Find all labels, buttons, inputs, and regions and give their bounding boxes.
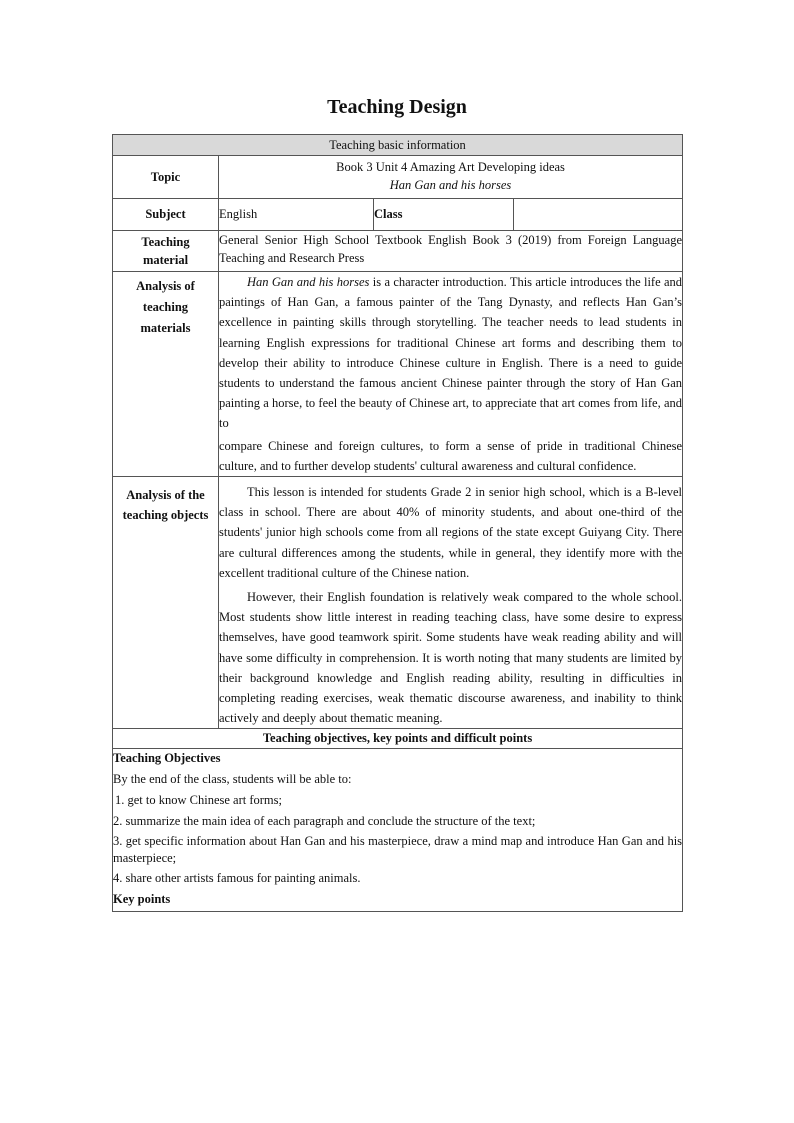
teaching-design-table: [112, 134, 683, 912]
analysis-materials-paragraph-1: Han Gan and his horses is a character introduction. This article introduces the life and paintings of Han Gan, a famous painter of the Tang Dynasty, and reflects Han Gan’s excellence in painting skills through storytelling. The teacher needs to lead students in learning English expressions for traditional Chinese art forms and describing them to develop their ability to introduce Chinese culture in English. There is a need to guide students to understand the famous ancient Chinese painter through the story of Han Gan painting a horse, to feel the beauty of Chinese art, to appreciate that art comes from life, and to: [219, 275, 683, 431]
objectives-row: [113, 749, 683, 912]
objective-item-1: 1. get to know Chinese art forms;: [115, 793, 282, 808]
subject-label: Subject: [113, 199, 219, 231]
basic-info-header-row: [113, 135, 683, 156]
topic-value: [219, 156, 683, 199]
analysis-objects-paragraph-2: However, their English foundation is relatively weak compared to the whole school. Most students show little interest in reading teaching class, have some desire to express themselves, have good teamwork spirit. Some students have weak reading ability and will have some difficulty in comprehension. It is worth noting that many students are limited by their background knowledge and English reading ability, resulting in difficulties in completing reading exercises, weak thematic discourse awareness, and inability to think actively and deeply about thematic meaning.: [219, 590, 683, 726]
analysis-objects-text: [219, 477, 683, 729]
subject-row: [113, 199, 683, 231]
analysis-materials-paragraph-2: compare Chinese and foreign cultures, to form a sense of pride in traditional Chinese culture, and to further develop students' cultural awareness and cultural confidence.: [219, 438, 683, 473]
material-value: General Senior High School Textbook English Book 3 (2019) from Foreign Language Teaching and Research Press: [219, 231, 683, 272]
topic-label: Topic: [113, 156, 219, 199]
objective-item-3: 3. get specific information about Han Gan and his masterpiece, draw a mind map and introduce Han Gan and his masterpiece;: [113, 834, 683, 866]
objectives-content: [113, 749, 683, 912]
class-value: [514, 199, 683, 231]
page-title: Teaching Design: [327, 96, 467, 118]
topic-line-2: Han Gan and his horses: [389, 178, 512, 192]
analysis-objects-label: Analysis of the teaching objects: [113, 477, 219, 729]
subject-value: English: [219, 199, 374, 231]
basic-info-header: Teaching basic information: [113, 135, 683, 156]
topic-line-1: Book 3 Unit 4 Amazing Art Developing ideas: [336, 160, 565, 174]
analysis-materials-label: Analysis of teaching materials: [113, 272, 219, 477]
analysis-materials-text: [219, 272, 683, 477]
objective-item-2: 2. summarize the main idea of each paragraph and conclude the structure of the text;: [113, 814, 536, 829]
analysis-objects-paragraph-1: This lesson is intended for students Grade 2 in senior high school, which is a B-level class in school. There are about 40% of minority students, and about one-third of the students' junior high schools come from all regions of the state except Guiyang City. There are cultural differences among the students, while in general, they identify more with the excellent traditional culture of the Chinese nation.: [219, 485, 683, 580]
material-row: [113, 231, 683, 272]
objectives-header-row: [113, 729, 683, 749]
key-points-heading: Key points: [113, 892, 171, 907]
objectives-intro: By the end of the class, students will be able to:: [113, 772, 352, 787]
objective-item-4: 4. share other artists famous for painting animals.: [113, 871, 361, 886]
analysis-materials-row: [113, 272, 683, 477]
material-label: Teaching material: [113, 231, 219, 272]
class-label: Class: [374, 199, 514, 231]
topic-row: [113, 156, 683, 199]
analysis-objects-row: [113, 477, 683, 729]
objectives-header: Teaching objectives, key points and difficult points: [113, 729, 683, 749]
objectives-heading: Teaching Objectives: [113, 751, 221, 766]
